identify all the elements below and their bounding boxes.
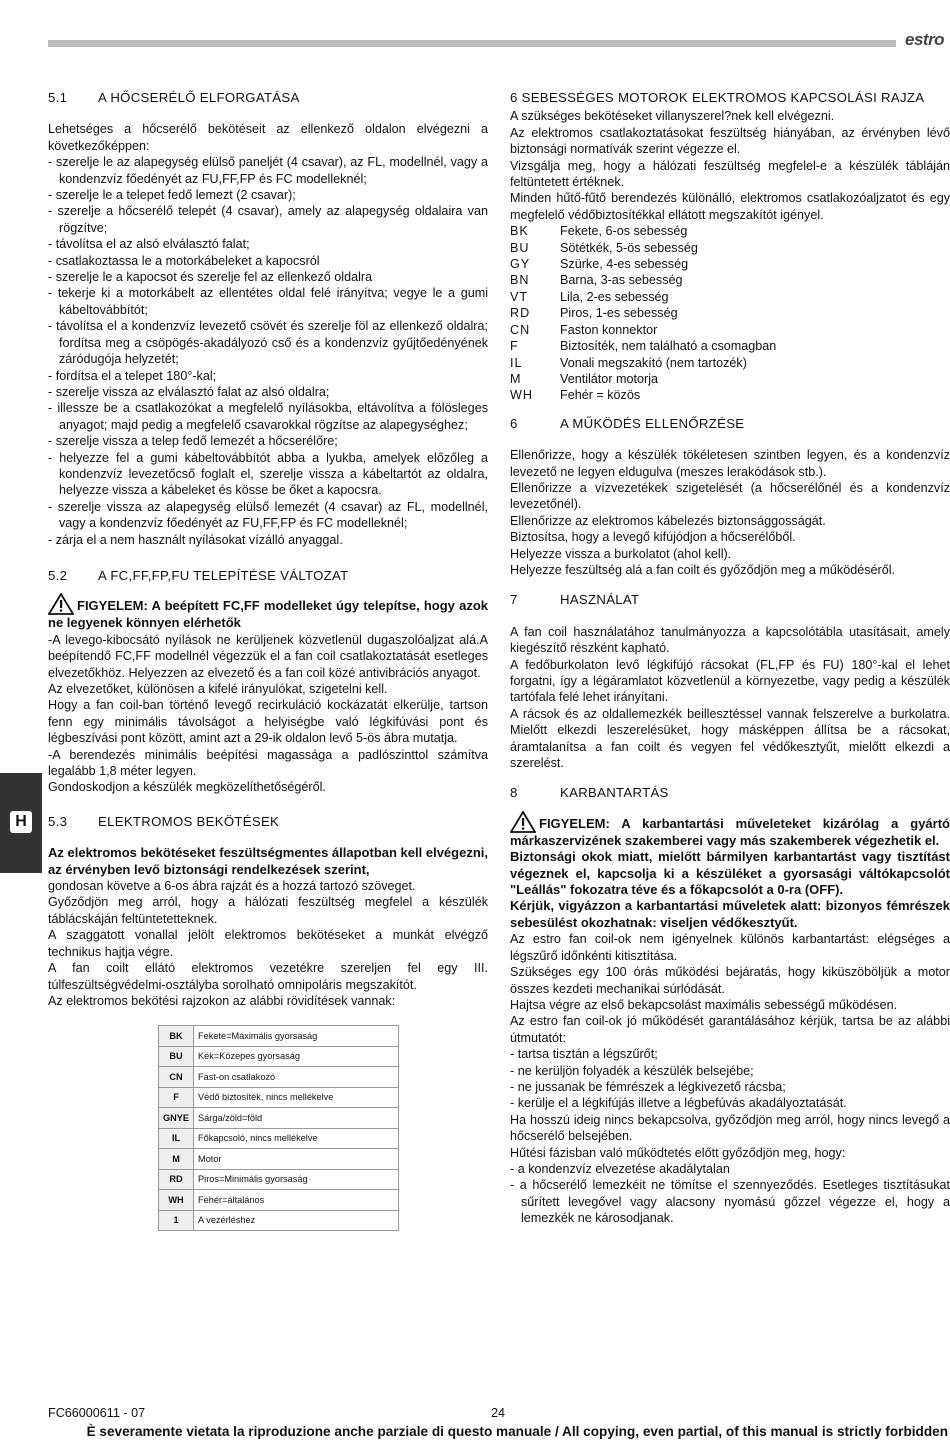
section-8-list	[510, 1046, 950, 1112]
abbr-desc: Védő biztosíték, nincs mellékelve	[194, 1087, 399, 1108]
wiring-legend	[510, 223, 950, 403]
list-item: - zárja el a nem használt nyílásokat vízálló anyaggal.	[48, 532, 343, 547]
list-item: - szerelje le az alapegység elülső paneljét (4 csavar), az FL, modellnél, vagy a kondenzvíz főedényét az FU,FF,FP és FC modelleknél;	[48, 155, 488, 186]
paragraph: Győződjön meg arról, hogy a hálózati feszültség megfelel a készülék táblácskáján feltüntetetteknek.	[48, 895, 488, 926]
legend-row	[510, 256, 950, 272]
abbr-code: BU	[159, 1046, 194, 1067]
legend-desc: Ventilátor motorja	[560, 371, 659, 386]
paragraph: Minden hűtő-fűtő berendezés különálló, elektromos csatlakozóaljzatot és egy megfelelő védőbiztosítékkal ellátott megszakítót igényel.	[510, 191, 950, 222]
paragraph: Ha hosszú ideig nincs bekapcsolva, győződjön meg arról, hogy nincs levegő a hőcserélő belsejében.	[510, 1112, 950, 1144]
legend-row	[510, 305, 950, 321]
abbr-code: F	[159, 1087, 194, 1108]
abbr-code: M	[159, 1149, 194, 1170]
paragraph: A fedőburkolaton levő légkifújó rácsokat (FL,FP és FU) 180°-kal el lehet forgatni, így a légáramlatot közvetlenül a környezetbe, vagy pedig a készülék tartófala felé lehet irányítani.	[510, 657, 950, 705]
list-item: - szerelje a hőcserélő telepét (4 csavar), amely az alapegység oldalaira van rögzítve;	[48, 204, 488, 235]
paragraph: A rácsok és az oldallemezkék beillesztéssel vannak felszerelve a burkolatra. Mielőtt elkezdi leszerelésüket, hogy másképpen állítsa be a rácsokat, áramtalanítsa a fan coilt és vegyen fel védőkesztyűt, mielőtt elkezdi a szerelést.	[510, 706, 950, 771]
table-row	[159, 1128, 399, 1149]
list-item: - szerelje le a telepet fedő lemezt (2 csavar);	[48, 188, 296, 203]
left-column	[48, 90, 488, 1231]
paragraph: -A levego-kibocsátó nyílások ne kerüljenek közvetlenül dugaszolóaljzat alá.A beépítendő FC,FF modellnél végezzük el a fan coil csatlakoztatását esetleges elvezetőkhöz. Helyezzen az elvezető és a fan coil közé antivibrációs anyagot.	[48, 632, 488, 680]
legend-row	[510, 322, 950, 338]
table-row	[159, 1026, 399, 1047]
header-bar	[48, 40, 896, 47]
paragraph: Helyezze vissza a burkolatot (ahol kell).	[510, 546, 732, 561]
list-item: - a hőcserélő lemezkéit ne tömítse el szennyeződés. Esetleges tisztításukat sűrített levegővel vagy alacsony nyomású gőzzel végezze el, hogy a lemezkék ne károsodjanak.	[510, 1178, 950, 1226]
document-code: FC66000611 - 07	[48, 1406, 146, 1420]
section-5-1-heading: 5.1 A HŐCSERÉLŐ ELFORGATÁSA	[48, 90, 300, 105]
paragraph: gondosan követve a 6-os ábra rajzát és a hozzá tartozó szöveget.	[48, 879, 416, 894]
abbr-desc: Főkapcsoló, nincs mellékelve	[194, 1128, 399, 1149]
paragraph: Az estro fan coil-ok nem igényelnek különös karbantartást: elégséges a légszűrő időnkénti kitisztítása.	[510, 932, 950, 963]
abbr-desc: Motor	[194, 1149, 399, 1170]
legend-code: IL	[510, 355, 523, 370]
estro-logo: estro	[905, 30, 945, 49]
abbr-code: IL	[159, 1128, 194, 1149]
list-item: - fordítsa el a telepet 180°-kal;	[48, 368, 217, 383]
paragraph: Gondoskodjon a készülék megközelíthetőségéről.	[48, 780, 326, 795]
right-column	[510, 90, 950, 1227]
list-item: - kerülje el a légkifújás illetve a légbefúvás akadályoztatását.	[510, 1096, 847, 1111]
paragraph: Biztosítsa, hogy a levegő kifújódjon a hőcserélőből.	[510, 530, 796, 545]
list-item: - ne jussanak be fémrészek a légkivezető rácsba;	[510, 1079, 786, 1094]
section-5-2-warning: FIGYELEM: A beépített FC,FF modelleket úgy telepítse, hogy azok ne legyenek könnyen elérhetők	[48, 593, 488, 631]
legend-code: RD	[510, 306, 531, 321]
section-7-heading: 7 HASZNÁLAT	[510, 592, 640, 608]
paragraph: Az elektromos csatlakoztatásokat feszültség hiányában, az érvényben lévő biztonsági normatívák szerint végezze el.	[510, 125, 950, 157]
table-row	[159, 1190, 399, 1211]
legend-row	[510, 289, 950, 305]
legend-code: M	[510, 371, 522, 386]
abbr-code: 1	[159, 1210, 194, 1231]
section-8-safety-note: Biztonsági okok miatt, mielőtt bármilyen karbantartást vagy tisztítást végeznek el, kapcsolja ki a készüléket a gyorsasági váltókapcsolót "Leállás" fokozatra téve és a főkapcsolót a 0-ra (OFF).	[510, 849, 950, 898]
section-6-check-body	[510, 447, 950, 578]
legend-desc: Faston konnektor	[560, 322, 658, 337]
paragraph: A fan coilt ellátó elektromos vezetékre szereljen fel egy III. túlfeszültségvédelmi-osztályba sorolható omnipoláris megszakítót.	[48, 961, 488, 992]
legend-row	[510, 240, 950, 256]
paragraph: Helyezze feszültség alá a fan coilt és győződjön meg a működéséről.	[510, 562, 896, 577]
section-8-glove-note: Kérjük, vigyázzon a karbantartási műveletek alatt: bizonyos fémrészek sebesülést okozhatnak: viseljen védőkesztyűt.	[510, 898, 950, 930]
paragraph: Szükséges egy 100 órás működési bejáratás, hogy kiküszöböljük a motor összes kezdeti mechanikai súrlódását.	[510, 965, 950, 996]
page-number: 24	[491, 1406, 506, 1420]
list-item: - távolítsa el a kondenzvíz levezető csövét és szerelje föl az ellenkező oldalra; fordítsa meg a csöpögés-akadályozó cső és a kondenzvíz gyűjtőedényének záródugója helyzetét;	[48, 319, 488, 367]
section-5-2-heading: 5.2 A FC,FF,FP,FU TELEPÍTÉSE VÁLTOZAT	[48, 567, 349, 583]
abbreviation-table	[158, 1025, 399, 1231]
section-6-wiring-body	[510, 108, 950, 223]
table-row	[159, 1067, 399, 1088]
list-item: - távolítsa el az alsó elválasztó falat;	[48, 237, 250, 252]
legend-row	[510, 338, 950, 354]
legend-row	[510, 223, 950, 239]
abbr-code: WH	[159, 1190, 194, 1211]
legend-desc: Fehér = közös	[560, 388, 641, 403]
list-item: - szerelje vissza az alapegység elülső lemezét (4 csavar) az FL, modellnél, vagy a kondenzvíz főedényét az FU,FF,FP és FC modelleknél;	[48, 499, 488, 531]
section-8-warning: FIGYELEM: A karbantartási műveleteket kizárólag a gyártó márkaszervizének szakemberei vagy más szakemberek végezhetik el.	[510, 811, 950, 849]
legend-row	[510, 387, 950, 403]
abbr-code: BK	[159, 1026, 194, 1047]
list-item: - tartsa tisztán a légszűrőt;	[510, 1047, 658, 1062]
list-item: - csatlakoztassa le a motorkábeleket a kapocsról	[48, 253, 320, 268]
abbr-desc: Fekete=Maximális gyorsaság	[194, 1026, 399, 1047]
legend-code: GY	[510, 257, 531, 272]
warning-icon	[48, 593, 74, 615]
paragraph: Az elvezetőket, különösen a kifelé irányulókat, szigetelni kell.	[48, 682, 388, 696]
list-item: - ne kerüljön folyadék a készülék belsejébe;	[510, 1063, 754, 1078]
paragraph: A szükséges bekötéseket villanyszerel?nek kell elvégezni.	[510, 109, 835, 124]
section-5-2-body	[48, 632, 488, 796]
section-6-wiring-heading: 6 SEBESSÉGES MOTOROK ELEKTROMOS KAPCSOLÁSI RAJZA	[510, 90, 925, 105]
abbr-code: CN	[159, 1067, 194, 1088]
section-8-list-2	[510, 1161, 950, 1227]
abbr-code: RD	[159, 1169, 194, 1190]
section-5-3-heading: 5.3 ELEKTROMOS BEKÖTÉSEK	[48, 813, 280, 829]
paragraph: Ellenőrizze a vízvezetékek szigetelését (a hőcserélőnél és a kondenzvíz levezetőnél).	[510, 480, 950, 512]
list-item: - szerelje le a kapocsot és szerelje fel az ellenkező oldalra	[48, 270, 373, 285]
legend-row	[510, 355, 950, 371]
legend-desc: Piros, 1-es sebesség	[560, 306, 678, 321]
legend-desc: Fekete, 6-os sebesség	[560, 224, 688, 239]
legend-code: CN	[510, 322, 531, 337]
legend-desc: Lila, 2-es sebesség	[560, 289, 669, 304]
abbr-code: GNYE	[159, 1108, 194, 1129]
abbr-desc: Fast-on csatlakozó	[194, 1067, 399, 1088]
paragraph: -A berendezés minimális beépítési magassága a padlószinttol számítva legalább 1,8 méter legyen.	[48, 747, 488, 779]
list-item: - tekerje ki a motorkábelt az ellentétes oldal felé irányítva; vegye le a gumi kábeltovábbítót;	[48, 286, 488, 317]
paragraph: Az elektromos bekötési rajzokon az alábbi rövidítések vannak:	[48, 993, 396, 1008]
section-5-1-list	[48, 154, 488, 548]
section-5-3-bold-lead: Az elektromos bekötéseket feszültségmentes állapotban kell elvégezni, az érvényben levő biztonsági rendelkezések szerint,	[48, 845, 488, 877]
paragraph: Hajtsa végre az első bekapcsolást maximális sebességű működésen.	[510, 997, 898, 1012]
section-5-1-intro: Lehetséges a hőcserélő bekötéseit az ellenkező oldalon elvégezni a következőképpen:	[48, 122, 488, 153]
paragraph: Az estro fan coil-ok jó működését garantálásához kérjük, tartsa be az alábbi útmutatót:	[510, 1014, 950, 1045]
copyright-note: È severamente vietata la riproduzione anche parziale di questo manuale / All copying, even partial, of this manual is strictly forbidden	[86, 1424, 948, 1439]
language-tab-label: H	[10, 811, 32, 833]
legend-desc: Vonali megszakító (nem tartozék)	[560, 355, 747, 370]
paragraph: Ellenőrizze, hogy a készülék tökéletesen szintben legyen, és a kondenzvíz levezető ne legyen eldugulva (meszes lerakódások stb.).	[510, 448, 950, 479]
paragraph: Hűtési fázisban való működtetés előtt győződjön meg, hogy:	[510, 1145, 846, 1160]
table-row	[159, 1149, 399, 1170]
paragraph: Vizsgálja meg, hogy a hálózati feszültség megfelel-e a készülék tábláján feltüntetett értéknek.	[510, 158, 950, 190]
legend-code: F	[510, 339, 519, 354]
legend-code: BU	[510, 240, 530, 255]
language-tab	[0, 773, 42, 873]
abbr-desc: Piros=Minimális gyorsaság	[194, 1169, 399, 1190]
section-8-body-2	[510, 1112, 950, 1161]
legend-row	[510, 371, 950, 387]
section-7-body	[510, 624, 950, 772]
list-item: - helyezze fel a gumi kábeltovábbítót abba a lyukba, amelyek előzőleg a kondenzvíz levezetőcső foglalt el, szerelje vissza a kábeltartót az oldalra, helyezze vissza a kábeleket és kösse be őket a kapocsra.	[48, 450, 488, 498]
paragraph: A fan coil használatához tanulmányozza a kapcsolótábla utasításait, amely kiegészítő részként kapható.	[510, 624, 950, 656]
legend-desc: Szürke, 4-es sebesség	[560, 257, 689, 272]
section-6-check-heading: 6 A MŰKÖDÉS ELLENŐRZÉSE	[510, 415, 745, 431]
table-row	[159, 1210, 399, 1231]
abbr-desc: A vezérléshez	[194, 1210, 399, 1231]
paragraph: A szaggatott vonallal jelölt elektromos bekötéseket a munkát elvégző technikus hajtja végre.	[48, 928, 488, 959]
legend-desc: Barna, 3-as sebesség	[560, 273, 683, 288]
abbr-desc: Kék=Közepes gyorsaság	[194, 1046, 399, 1067]
list-item: - szerelje vissza az elválasztó falat az alsó oldalra;	[48, 384, 330, 399]
list-item: - a kondenzvíz elvezetése akadálytalan	[510, 1161, 730, 1176]
warning-icon	[510, 811, 536, 833]
table-row	[159, 1169, 399, 1190]
list-item: - szerelje vissza a telep fedő lemezét a hőcserélőre;	[48, 434, 338, 449]
table-row	[159, 1087, 399, 1108]
legend-row	[510, 272, 950, 288]
legend-desc: Biztosíték, nem található a csomagban	[560, 339, 777, 354]
table-row	[159, 1046, 399, 1067]
legend-code: VT	[510, 289, 529, 304]
section-8-body	[510, 931, 950, 1046]
legend-code: BN	[510, 273, 530, 288]
abbr-desc: Fehér=általános	[194, 1190, 399, 1211]
paragraph: Ellenőrizze az elektromos kábelezés biztonsággosságát.	[510, 513, 826, 528]
section-5-3-body	[48, 878, 488, 1009]
list-item: - illessze be a csatlakozókat a megfelelő nyílásokba, eltávolítva a fölösleges anyagot; majd pedig a megfelelő csavarokkal rögzítse az alapegységhez;	[48, 401, 488, 432]
legend-code: WH	[510, 388, 533, 403]
paragraph: Hogy a fan coil-ban történő levegő recirkuláció kockázatát elkerülje, tartson fenn egy minimális távolságot a helyiségbe való légkifúvási pont és légbeszívási pont között, amint azt a 29-ik oldalon levő 5-ös ábra mutatja.	[48, 698, 488, 746]
abbr-desc: Sárga/zöld=föld	[194, 1108, 399, 1129]
legend-desc: Sötétkék, 5-ös sebesség	[560, 240, 698, 255]
table-row	[159, 1108, 399, 1129]
legend-code: BK	[510, 224, 529, 239]
section-8-heading: 8 KARBANTARTÁS	[510, 785, 669, 801]
